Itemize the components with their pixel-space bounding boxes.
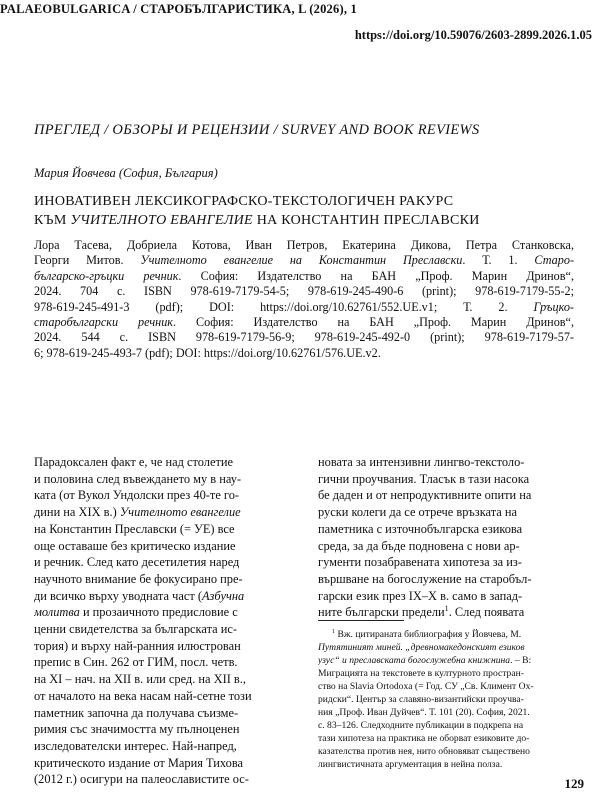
biblio-text: Учителното евангелие на Константин Преславски <box>140 253 463 268</box>
right-column-text: гични проучвания. Тласък в тази насока <box>318 471 530 486</box>
review-title-part: НА КОНСТАНТИН ПРЕСЛАВСКИ <box>252 213 480 228</box>
biblio-text: . София: Издателство на БАН „Проф. Марин Дринов“, <box>178 268 574 283</box>
right-column-text: руски колеги да се отрече връзката на <box>318 505 518 520</box>
footnote <box>318 628 580 771</box>
left-column-text: римия със значимостта му пълноценен <box>34 722 240 737</box>
left-column-line <box>34 671 304 688</box>
left-column-text: ценни свидетелства за българската ис- <box>34 622 237 637</box>
footnote-text: с. 83–126. Следходните публикации в подкрепа на <box>318 720 524 731</box>
left-column-text: паметник започна да получава съизме- <box>34 705 239 720</box>
left-column-text: и речник. След като десетилетия наред <box>34 555 240 570</box>
biblio-text: Гръцко- <box>533 299 574 314</box>
right-column-text: ните български предели <box>318 605 445 620</box>
left-column-line <box>34 738 304 755</box>
left-column-text: (2012 г.) осигури на палеославистите ос- <box>34 772 249 787</box>
review-title-italic: УЧИТЕЛНОТО ЕВАНГЕЛИЕ <box>70 213 253 228</box>
biblio-line <box>34 284 574 299</box>
left-column-line <box>34 504 304 521</box>
right-column-line <box>314 504 580 521</box>
left-column-line <box>34 538 304 555</box>
footnote-number: 1 <box>332 628 336 635</box>
footnote-text: ридски“. Център за славяно-византийски проучва- <box>318 694 524 705</box>
biblio-line <box>34 300 574 315</box>
biblio-line <box>34 253 574 268</box>
left-column-text: препис в Син. 262 от ГИМ, посл. четв. <box>34 655 238 670</box>
right-column-text: паметника с източнобългарска езикова <box>318 521 523 536</box>
left-column-line <box>34 755 304 772</box>
left-column-line <box>34 688 304 705</box>
left-column-text: критическото издание от Мария Тихова <box>34 755 244 770</box>
left-column-line <box>34 638 304 655</box>
biblio-text: 6; 978-619-245-493-7 (pdf); DOI: https://doi.org/10.62761/576.UE.v2. <box>34 345 381 360</box>
left-column-line <box>34 487 304 504</box>
footnote-line <box>318 732 580 745</box>
footnote-text: . – В: <box>510 655 532 666</box>
right-column-line <box>314 554 580 571</box>
right-column-text: бе даден и от непродуктивните опити на <box>318 488 532 503</box>
biblio-line <box>34 346 574 361</box>
biblio-text: 2024. 704 с. ISBN 978-619-7179-54-5; 978-619-245-490-6 (print); 978-619-7179-55-2; <box>34 284 574 299</box>
footnote-line <box>318 745 580 758</box>
footnote-text: ство на Slavia Ortodoxa (= Год. СУ „Св. Климент Ох- <box>318 681 534 692</box>
biblio-line <box>34 330 574 345</box>
review-title-line-1: ИНОВАТИВЕН ЛЕКСИКОГРАФСКО-ТЕКСТОЛОГИЧЕН РАКУРС <box>34 194 454 209</box>
biblio-text: старобългарски речник <box>34 315 174 330</box>
left-column-line <box>34 705 304 722</box>
left-column-line <box>34 588 304 605</box>
footnote-line <box>318 667 580 680</box>
footnote-text: Миграцията на текстовете в културното простран- <box>318 668 524 679</box>
left-column-line <box>34 654 304 671</box>
footnote-line <box>318 719 580 732</box>
biblio-line <box>34 238 574 253</box>
left-column-text: изследователски интерес. Най-напред, <box>34 738 237 753</box>
left-column-text: научното внимание бе фокусирано пре- <box>34 571 243 586</box>
body-column-right <box>314 454 580 621</box>
left-column-text: тория) и върху най-ранния илюстрован <box>34 638 241 653</box>
footnote-separator <box>318 620 404 621</box>
left-column-text: и прозаичното предисловие с <box>79 605 238 620</box>
right-column-text: новата за интензивни лингво-текстоло- <box>318 455 525 469</box>
left-column-text: ди всичко върху уводната част ( <box>34 588 202 603</box>
running-header: PALAEOBULGARICA / СТАРОБЪЛГАРИСТИКА, L (2026), 1 <box>0 2 357 16</box>
footnote-line <box>318 654 580 667</box>
footnote-text: тази хипотеза на практика не оборват езиковите до- <box>318 733 530 744</box>
left-column-text: още оставаше без критическо издание <box>34 538 236 553</box>
bibliographic-entry <box>34 238 574 361</box>
body-column-left <box>34 454 304 788</box>
footnote-line <box>318 641 580 654</box>
right-column-text: среда, за да бъде подновена с нови ар- <box>318 538 520 553</box>
left-column-text: и половина след въвеждането му в нау- <box>34 471 242 486</box>
footnote-text: узус“ и преславската богослужебна книжнина <box>318 655 511 666</box>
left-column-line <box>34 554 304 571</box>
biblio-text: . София: Издателство на БАН „Проф. Марин Дринов“, <box>173 315 574 330</box>
biblio-text: 2024. 544 с. ISBN 978-619-7179-56-9; 978-619-245-492-0 (print); 978-619-7179-57- <box>34 330 574 345</box>
left-column-line <box>34 621 304 638</box>
footnote-line <box>318 706 580 719</box>
section-heading: ПРЕГЛЕД / ОБЗОРЫ И РЕЦЕНЗИИ / SURVEY AND BOOK REVIEWS <box>34 122 480 138</box>
left-column-text: Учителното евангелие <box>119 505 241 520</box>
biblio-text: българско-гръцки речник <box>34 268 179 283</box>
biblio-text: 978-619-245-491-3 (pdf); DOI: https://doi.org/10.62761/552.UE.v1; Т. 2. <box>34 299 534 314</box>
left-column-line <box>34 604 304 621</box>
right-column-text: гументи позабравената хипотеза за из- <box>318 555 522 570</box>
right-column-text: гарски език през IX–X в. само в запад- <box>318 588 523 603</box>
review-title <box>34 192 574 230</box>
biblio-text: Георги Митов. <box>34 253 141 268</box>
footnote-line <box>318 693 580 706</box>
review-title-part: КЪМ <box>34 213 71 228</box>
left-column-line <box>34 721 304 738</box>
biblio-line <box>34 269 574 284</box>
biblio-line <box>34 315 574 330</box>
left-column-text: на Константин Преславски (= УЕ) все <box>34 521 235 536</box>
left-column-line <box>34 471 304 488</box>
biblio-text: Лора Тасева, Добриела Котова, Иван Петров, Екатерина Дикова, Петра Станковска, <box>34 238 574 252</box>
right-column-line <box>314 454 580 471</box>
footnote-text: лингвистичната аргументация в нейна полза. <box>318 759 503 770</box>
right-column-line <box>314 571 580 588</box>
left-column-text: молитва <box>34 605 80 620</box>
left-column-text: Парадоксален факт е, че над столетие <box>34 455 233 469</box>
review-author: Мария Йовчева (София, България) <box>34 166 218 180</box>
right-column-line <box>314 538 580 555</box>
right-column-line <box>314 588 580 605</box>
footnote-text: казателства против нея, нито обновяват съществено <box>318 746 530 757</box>
left-column-line <box>34 521 304 538</box>
right-column-text: вършване на богослужение на старобъл- <box>318 571 532 586</box>
footnote-text: ния „Проф. Иван Дуйчев“. Т. 101 (20). София, 2021. <box>318 707 530 718</box>
left-column-text: ката (от Вукол Ундолски през 40-те го- <box>34 488 240 503</box>
right-column-line <box>314 471 580 488</box>
biblio-text: Старо- <box>534 253 575 268</box>
left-column-text: Азбучна <box>201 588 245 603</box>
left-column-text: от началото на века насам най-сетне този <box>34 688 252 703</box>
right-column-line <box>314 487 580 504</box>
doi-link[interactable]: https://doi.org/10.59076/2603-2899.2026.1.05 <box>354 28 592 42</box>
footnote-line <box>318 628 580 641</box>
biblio-text: . Т. 1. <box>462 253 535 268</box>
left-column-line <box>34 571 304 588</box>
left-column-line <box>34 771 304 788</box>
left-column-text: на XI – нач. на XII в. или сред. на XII в., <box>34 672 246 687</box>
footnote-text: Вж. цитираната библиография у Йовчева, М. <box>337 629 522 640</box>
page-number: 129 <box>564 776 584 791</box>
right-column-text: . След появата <box>448 605 525 620</box>
footnote-marker: 1 <box>444 604 449 614</box>
footnote-line <box>318 680 580 693</box>
right-column-line <box>314 521 580 538</box>
left-column-line <box>34 454 304 471</box>
left-column-text: дини на XIX в.) <box>34 505 120 520</box>
review-title-line-2 <box>34 211 574 230</box>
footnote-text: Путятиният миней. „древномакедонският езиков <box>318 642 525 653</box>
right-column-line <box>314 604 580 621</box>
footnote-line <box>318 758 580 771</box>
